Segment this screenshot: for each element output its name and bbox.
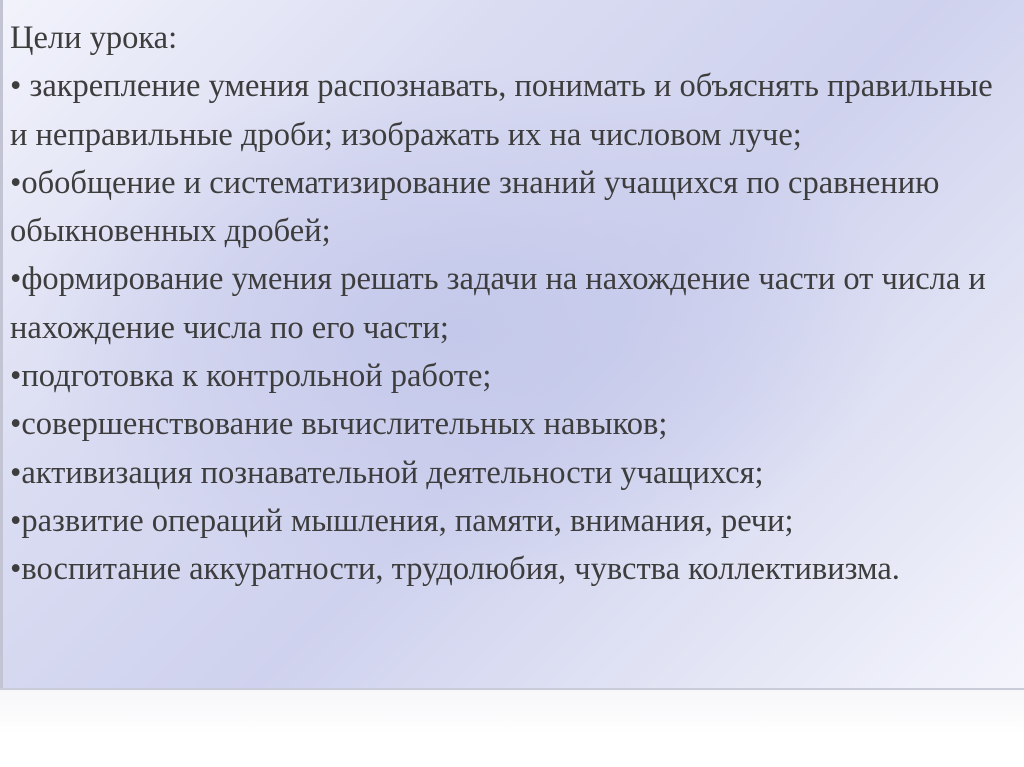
goal-item: •подготовка к контрольной работе; [10, 358, 492, 395]
goal-item: •обобщение и систематизирование знаний учащихся по сравнению обыкновенных дробей; [10, 164, 940, 250]
goal-item: •активизация познавательной деятельности учащихся; [10, 454, 764, 491]
goal-item: •развитие операций мышления, памяти, внимания, речи; [10, 502, 794, 539]
panel-edge [0, 0, 3, 688]
slide-content [10, 14, 1015, 594]
goal-item: •формирование умения решать задачи на нахождение части от числа и нахождение числа по его части; [10, 261, 986, 346]
slide-title: Цели урока: [10, 20, 178, 56]
goal-item: • закрепление умения распознавать, понимать и объяснять правильные и неправильные дроби; изображать их на числовом луче; [10, 68, 993, 153]
slide-reflection [0, 690, 1024, 767]
goal-item: •воспитание аккуратности, трудолюбия, чувства коллективизма. [10, 551, 900, 588]
goal-item: •совершенствование вычислительных навыков; [10, 406, 668, 443]
